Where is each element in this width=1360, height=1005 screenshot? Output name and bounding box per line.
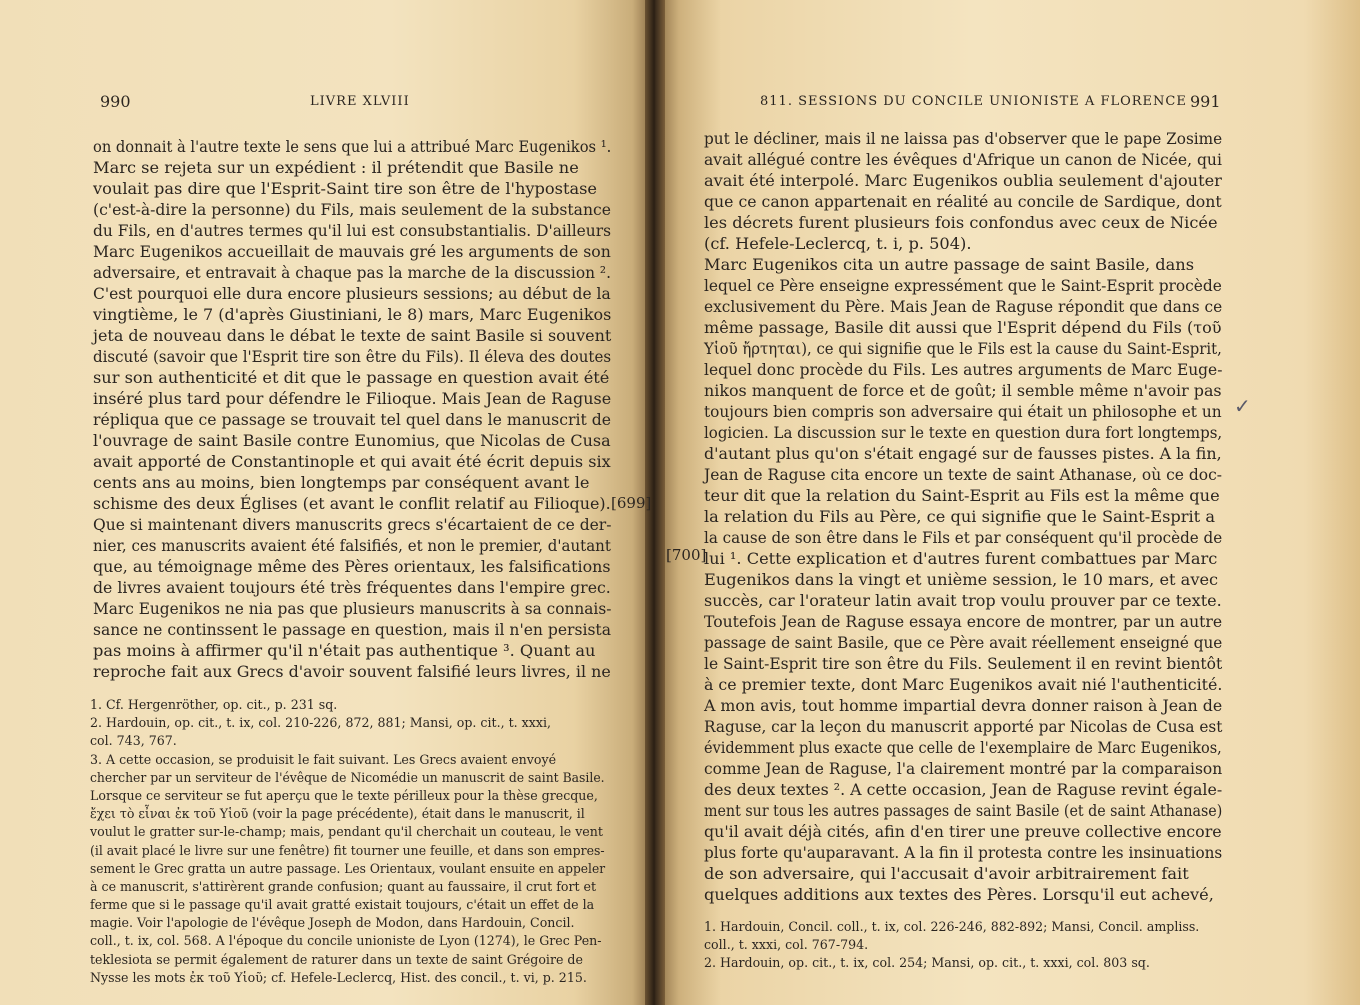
footnote-line: ferme que si le passage qu'il avait gratté existait toujours, c'était un effet de la	[90, 897, 595, 913]
text-line: à ce premier texte, dont Marc Eugenikos avait nié l'authenticité.	[704, 675, 1223, 694]
left-page-number: 990	[100, 92, 131, 111]
left-running-head: LIVRE XLVIII	[310, 94, 410, 109]
text-line: adversaire, et entravait à chaque pas la marche de la discussion ².	[93, 263, 611, 282]
text-line: de son adversaire, qui l'accusait d'avoir arbitrairement fait	[704, 864, 1189, 883]
text-line: avait été interpolé. Marc Eugenikos oublia seulement d'ajouter	[704, 171, 1222, 190]
footnote-line: (il avait placé le livre sur une fenêtre) fit tourner une feuille, et dans son empres-	[90, 842, 605, 858]
text-line: qu'il avait déjà cités, afin d'en tirer une preuve collective encore	[704, 822, 1222, 841]
footnote-line: Nysse les mots ἐκ τοῦ Υἱοῦ; cf. Hefele-Leclercq, Hist. des concil., t. vi, p. 215.	[90, 969, 587, 985]
text-line: cents ans au moins, bien longtemps par conséquent avant le	[93, 473, 590, 492]
text-line: nier, ces manuscrits avaient été falsifiés, et non le premier, d'autant	[93, 536, 611, 555]
text-line: logicien. La discussion sur le texte en question dura fort longtemps,	[704, 423, 1223, 442]
right-footnotes	[704, 918, 1224, 973]
footnote-line: 2. Hardouin, op. cit., t. ix, col. 254; Mansi, op. cit., t. xxxi, col. 803 sq.	[704, 955, 1150, 971]
text-line: lequel donc procède du Fils. Les autres arguments de Marc Euge-	[704, 360, 1223, 379]
footnote-line: 3. A cette occasion, se produisit le fait suivant. Les Grecs avaient envoyé	[90, 751, 557, 767]
left-footnotes	[90, 696, 605, 987]
text-line: évidemment plus exacte que celle de l'exemplaire de Marc Eugenikos,	[704, 738, 1222, 757]
footnote-line: voulut le gratter sur-le-champ; mais, pendant qu'il cherchait un couteau, le vent	[90, 824, 603, 840]
text-line: avait apporté de Constantinople et qui avait été écrit depuis six	[93, 452, 611, 471]
text-line: des deux textes ². A cette occasion, Jean de Raguse revint égale-	[704, 780, 1223, 799]
text-line: Jean de Raguse cita encore un texte de saint Athanase, où ce doc-	[704, 465, 1222, 484]
text-line: que, au témoignage même des Pères orientaux, les falsifications	[93, 557, 611, 576]
right-page-number: 991	[1190, 92, 1221, 111]
text-line: discuté (savoir que l'Esprit tire son être du Fils). Il éleva des doutes	[93, 347, 612, 366]
text-line: l'ouvrage de saint Basile contre Eunomius, que Nicolas de Cusa	[93, 431, 611, 450]
text-line: pas moins à affirmer qu'il n'était pas authentique ³. Quant au	[93, 641, 596, 660]
text-line: exclusivement du Père. Mais Jean de Raguse répondit que dans ce	[704, 297, 1223, 316]
text-line: Υἱοῦ ἤρτηται), ce qui signifie que le Fils est la cause du Saint-Esprit,	[704, 339, 1222, 358]
footnote-line: Lorsque ce serviteur se fut aperçu que le texte périlleux pour la thèse grecque,	[90, 787, 598, 803]
text-line: Que si maintenant divers manuscrits grecs s'écartaient de ce der-	[93, 515, 612, 534]
text-line: (cf. Hefele-Leclercq, t. i, p. 504).	[704, 234, 972, 253]
text-line: la relation du Fils au Père, ce qui signifie que le Saint-Esprit a	[704, 507, 1215, 526]
text-line: (c'est-à-dire la personne) du Fils, mais seulement de la substance	[93, 200, 611, 219]
footnote-line: coll., t. xxxi, col. 767-794.	[704, 937, 869, 953]
left-body-text	[93, 136, 611, 682]
margin-number-700: [700]	[666, 546, 707, 564]
text-line: du Fils, en d'autres termes qu'il lui est consubstantialis. D'ailleurs	[93, 221, 612, 240]
text-line: Raguse, car la leçon du manuscrit apporté par Nicolas de Cusa est	[704, 717, 1223, 736]
text-line: Marc Eugenikos accueillait de mauvais gré les arguments de son	[93, 242, 611, 261]
footnote-line: teklesiota se permit également de raturer dans un texte de saint Grégoire de	[90, 951, 583, 967]
margin-tick-mark: ✓	[1234, 394, 1251, 418]
text-line: la cause de son être dans le Fils et par conséquent qu'il procède de	[704, 528, 1223, 547]
margin-number-699: [699]	[611, 494, 652, 512]
text-line: schisme des deux Églises (et avant le conflit relatif au Filioque).	[93, 494, 611, 513]
text-line: les décrets furent plusieurs fois confondus avec ceux de Nicée	[704, 213, 1218, 232]
footnote-line: 2. Hardouin, op. cit., t. ix, col. 210-226, 872, 881; Mansi, op. cit., t. xxxi,	[90, 715, 551, 731]
text-line: comme Jean de Raguse, l'a clairement montré par la comparaison	[704, 759, 1223, 778]
text-line: nikos manquent de force et de goût; il semble même n'avoir pas	[704, 381, 1222, 400]
text-line: Eugenikos dans la vingt et unième session, le 10 mars, et avec	[704, 570, 1219, 589]
text-line: le Saint-Esprit tire son être du Fils. Seulement il en revint bientôt	[704, 654, 1223, 673]
text-line: succès, car l'orateur latin avait trop voulu prouver par ce texte.	[704, 591, 1222, 610]
text-line: même passage, Basile dit aussi que l'Esprit dépend du Fils (τοῦ	[704, 318, 1222, 337]
text-line: plus forte qu'auparavant. A la fin il protesta contre les insinuations	[704, 843, 1223, 862]
footnote-line: 1. Hardouin, Concil. coll., t. ix, col. 226-246, 882-892; Mansi, Concil. ampliss.	[704, 919, 1200, 934]
right-page	[658, 0, 1360, 1005]
text-line: on donnait à l'autre texte le sens que lui a attribué Marc Eugenikos ¹.	[93, 137, 612, 156]
text-line: put le décliner, mais il ne laissa pas d'observer que le pape Zosime	[704, 129, 1223, 148]
text-line: quelques additions aux textes des Pères. Lorsqu'il eut achevé,	[704, 885, 1214, 904]
text-line: ment sur tous les autres passages de saint Basile (et de saint Athanase)	[704, 801, 1223, 820]
text-line: lui ¹. Cette explication et d'autres furent combattues par Marc	[704, 549, 1218, 568]
left-page	[0, 0, 652, 1005]
text-line: reproche fait aux Grecs d'avoir souvent falsifié leurs livres, il ne	[93, 662, 611, 681]
text-line: inséré plus tard pour défendre le Filioque. Mais Jean de Raguse	[93, 389, 612, 408]
text-line: voulait pas dire que l'Esprit-Saint tire son être de l'hypostase	[93, 179, 598, 198]
text-line: de livres avaient toujours été très fréquentes dans l'empire grec.	[93, 578, 611, 597]
footnote-line: col. 743, 767.	[90, 733, 177, 749]
right-body-text	[704, 128, 1222, 905]
text-line: C'est pourquoi elle dura encore plusieurs sessions; au début de la	[93, 284, 611, 303]
footnote-line: sement le Grec gratta un autre passage. Les Orientaux, voulant ensuite en appeler	[90, 860, 606, 876]
right-running-head: 811. SESSIONS DU CONCILE UNIONISTE A FLORENCE	[760, 94, 1187, 109]
text-line: lequel ce Père enseigne expressément que le Saint-Esprit procède	[704, 276, 1222, 295]
text-line: sur son authenticité et dit que le passage en question avait été	[93, 368, 610, 387]
text-line: vingtième, le 7 (d'après Giustiniani, le 8) mars, Marc Eugenikos	[93, 305, 612, 324]
text-line: que ce canon appartenait en réalité au concile de Sardique, dont	[704, 192, 1222, 211]
text-line: répliqua que ce passage se trouvait tel quel dans le manuscrit de	[93, 410, 611, 429]
text-line: jeta de nouveau dans le débat le texte de saint Basile si souvent	[93, 326, 612, 345]
text-line: teur dit que la relation du Saint-Esprit au Fils est la même que	[704, 486, 1220, 505]
text-line: Marc se rejeta sur un expédient : il prétendit que Basile ne	[93, 158, 579, 177]
text-line: passage de saint Basile, que ce Père avait réellement enseigné que	[704, 633, 1223, 652]
text-line: Toutefois Jean de Raguse essaya encore de montrer, par un autre	[704, 612, 1223, 631]
footnote-line: à ce manuscrit, s'attirèrent grande confusion; quant au faussaire, il crut fort et	[90, 878, 597, 894]
text-line: Marc Eugenikos cita un autre passage de saint Basile, dans	[704, 255, 1195, 274]
footnote-line: chercher par un serviteur de l'évêque de Nicomédie un manuscrit de saint Basile.	[90, 769, 605, 785]
footnote-line: coll., t. ix, col. 568. A l'époque du concile unioniste de Lyon (1274), le Grec Pen-	[90, 933, 602, 949]
footnote-line: 1. Cf. Hergenröther, op. cit., p. 231 sq.	[90, 697, 338, 712]
footnote-line: magie. Voir l'apologie de l'évêque Joseph de Modon, dans Hardouin, Concil.	[90, 915, 575, 931]
text-line: toujours bien compris son adversaire qui était un philosophe et un	[704, 402, 1222, 421]
text-line: A mon avis, tout homme impartial devra donner raison à Jean de	[704, 696, 1223, 715]
text-line: d'autant plus qu'on s'était engagé sur de fausses pistes. A la fin,	[704, 444, 1222, 463]
text-line: sance ne continssent le passage en question, mais il n'en persista	[93, 620, 611, 639]
text-line: avait allégué contre les évêques d'Afrique un canon de Nicée, qui	[704, 150, 1222, 169]
text-line: Marc Eugenikos ne nia pas que plusieurs manuscrits à sa connais-	[93, 599, 612, 618]
footnote-line: ἔχει τὸ εἶναι ἐκ τοῦ Υἱοῦ (voir la page précédente), était dans le manuscrit, il	[90, 806, 585, 822]
